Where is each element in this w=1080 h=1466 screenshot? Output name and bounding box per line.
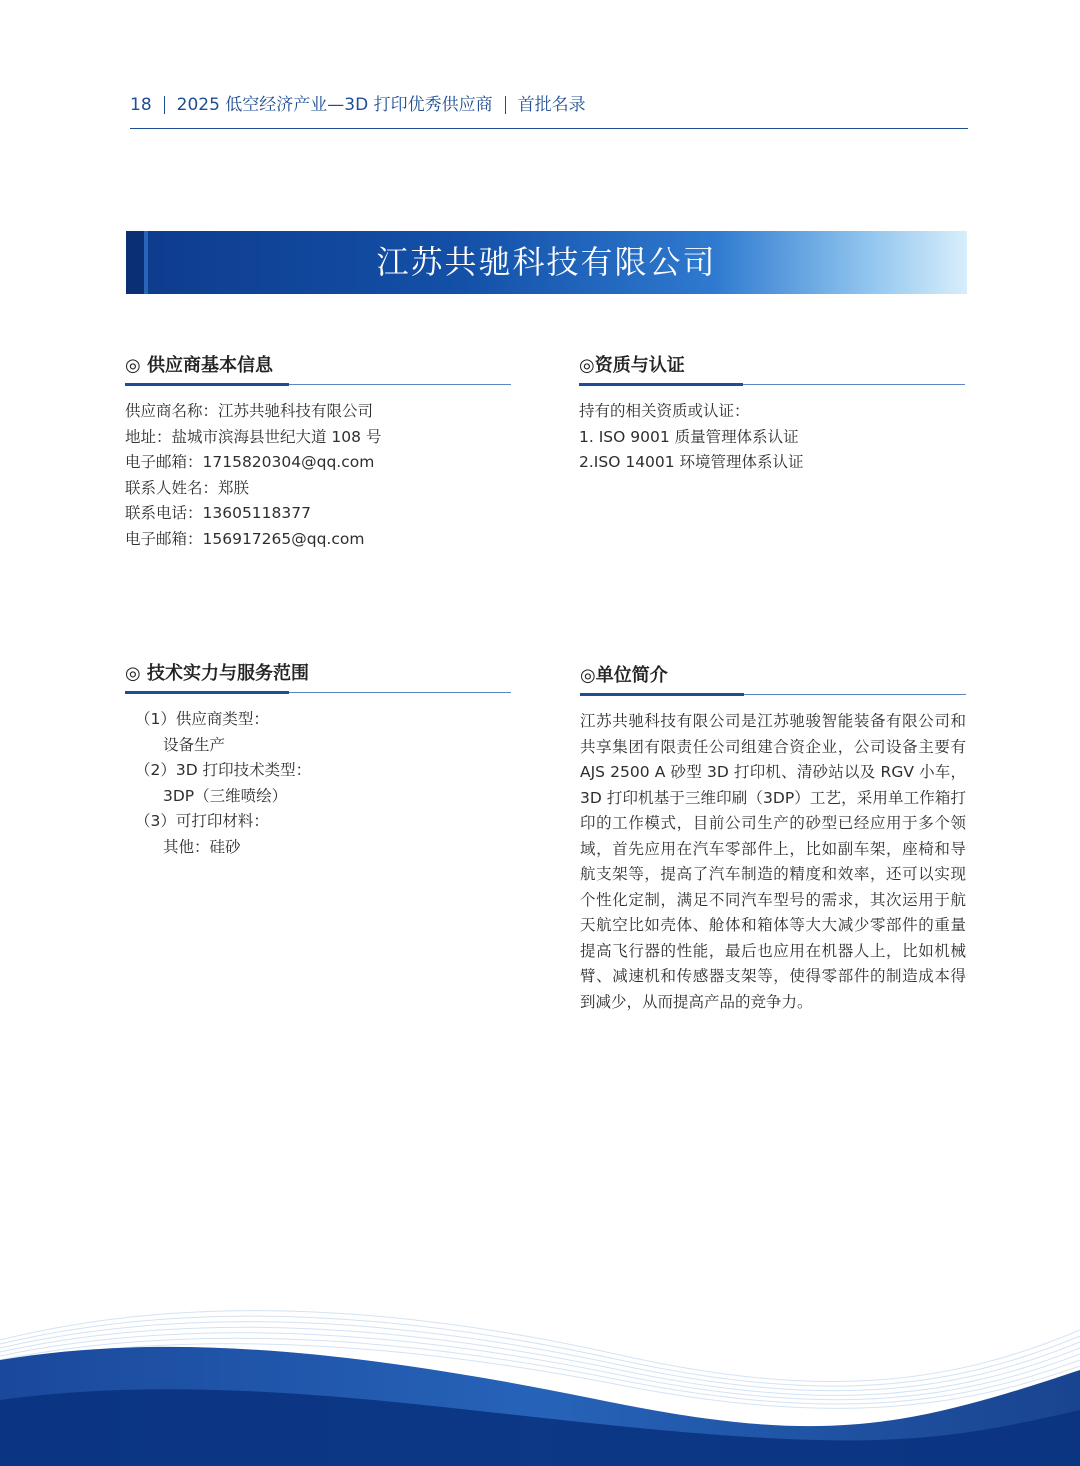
info-line: 电子邮箱：156917265@qq.com xyxy=(125,529,365,548)
company-name-title: 江苏共驰科技有限公司 xyxy=(376,243,717,281)
header-divider xyxy=(505,96,506,114)
basic-info-section xyxy=(125,352,511,552)
page-number: 18 xyxy=(130,95,152,115)
cert-line: 2.ISO 14001 环境管理体系认证 xyxy=(579,453,804,471)
tech-item-label: （3）可打印材料： xyxy=(135,812,269,830)
certification-body xyxy=(579,399,965,476)
certification-section xyxy=(579,352,965,476)
tech-heading: ◎ 技术实力与服务范围 xyxy=(125,663,309,684)
heading-underline xyxy=(125,383,289,386)
wave-decoration xyxy=(0,1300,1080,1466)
intro-text: 江苏共驰科技有限公司是江苏驰骏智能装备有限公司和共享集团有限责任公司组建合资企业，公司设备主要有 AJS 2500 A 砂型 3D 打印机、清砂站以及 RGV 小车，3D 打印机基于三维印刷（3DP）工艺，采用单工作箱打印的工作模式，目前公司生产的砂型已经应用于多个领域，首先应用在汽车零部件上，比如副车架，座椅和导航支架等，提高了汽车制造的精度和效率，还可以实现个性化定制，满足不同汽车型号的需求，其次运用于航天航空比如壳体、舱体和箱体等大大减少零部件的重量提高飞行器的性能，最后也应用在机器人上，比如机械臂、减速机和传感器支架等，使得零部件的制造成本得到减少，从而提高产品的竞争力。 xyxy=(580,712,966,1011)
info-line: 联系人姓名：郑朕 xyxy=(125,478,250,497)
heading-underline xyxy=(125,691,289,694)
section-heading xyxy=(125,660,511,693)
intro-heading: ◎单位简介 xyxy=(580,665,668,686)
basic-info-heading: ◎ 供应商基本信息 xyxy=(125,355,273,376)
tech-item-value: 3DP（三维喷绘） xyxy=(163,786,288,805)
section-heading xyxy=(580,662,966,695)
company-banner xyxy=(126,231,967,294)
basic-info-body xyxy=(125,399,511,552)
tech-item-label: （1）供应商类型： xyxy=(135,710,269,728)
info-line: 电子邮箱：1715820304@qq.com xyxy=(125,453,375,471)
tech-body xyxy=(125,707,511,860)
tech-item-label: （2）3D 打印技术类型： xyxy=(135,761,312,779)
info-line: 供应商名称：江苏共驰科技有限公司 xyxy=(125,402,374,420)
page-header xyxy=(130,88,968,129)
section-heading xyxy=(579,352,965,385)
header-title: 2025 低空经济产业—3D 打印优秀供应商 xyxy=(176,95,493,115)
info-line: 联系电话：13605118377 xyxy=(125,504,311,522)
intro-section xyxy=(580,662,966,1015)
section-heading xyxy=(125,352,511,385)
heading-underline xyxy=(579,383,743,386)
tech-section xyxy=(125,660,511,860)
heading-underline xyxy=(580,693,744,696)
header-divider xyxy=(164,96,165,114)
info-line: 地址：盐城市滨海县世纪大道 108 号 xyxy=(125,427,382,446)
tech-item-value: 其他：硅砂 xyxy=(163,837,241,856)
cert-line: 1. ISO 9001 质量管理体系认证 xyxy=(579,427,799,446)
header-subtitle: 首批名录 xyxy=(517,95,586,115)
cert-line: 持有的相关资质或认证： xyxy=(579,402,750,420)
tech-item-value: 设备生产 xyxy=(163,735,226,754)
certification-heading: ◎资质与认证 xyxy=(579,355,685,376)
